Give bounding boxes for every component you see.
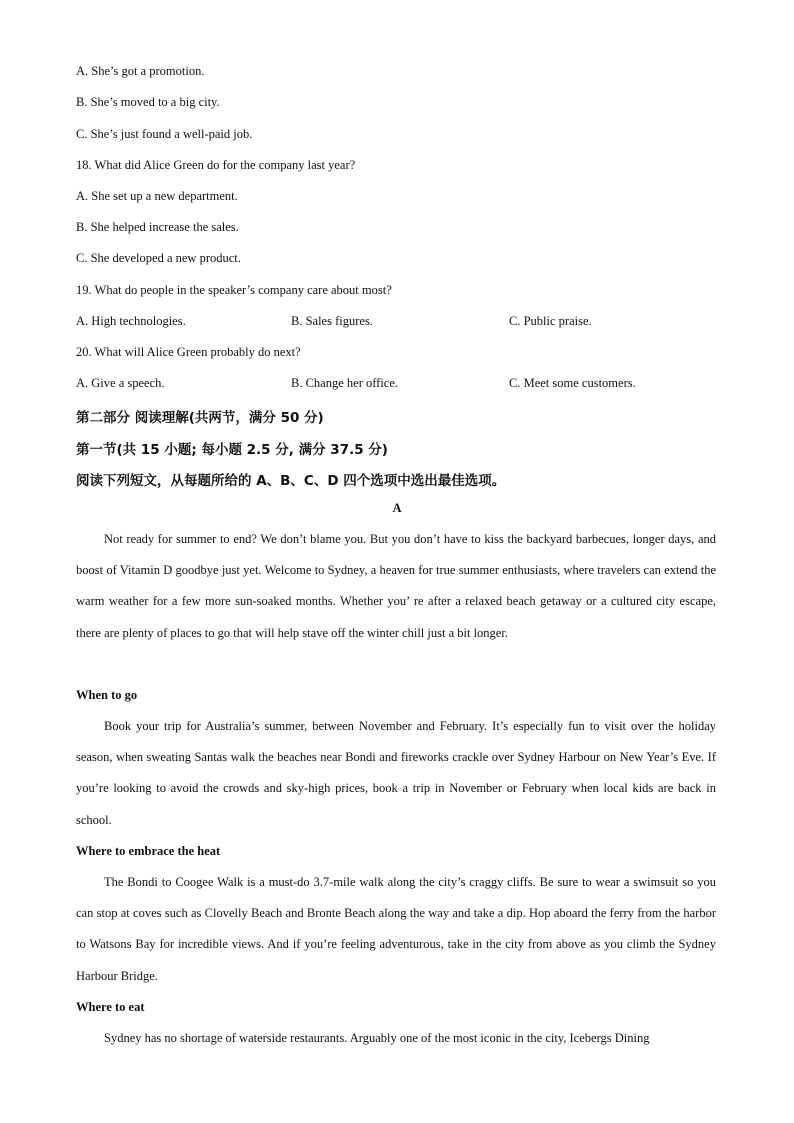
q17-option-b: B. She’s moved to a big city. [76, 95, 220, 109]
heat-paragraph [76, 867, 716, 992]
q19-option-b: B. Sales figures. [291, 314, 373, 328]
intro-text: Not ready for summer to end? We don’t blame you. But you don’t have to kiss the backyard barbecues, longer days, and boost of Vitamin D goodbye just yet. Welcome to Sydney, a heaven for true summer enthusiasts, where travelers can extend the warm weather for a few more sun-soaked months. Whether you’ re after a relaxed beach getaway or a cultured city escape, there are plenty of places to go that will help stave off the winter chill just a bit longer. [76, 532, 716, 640]
heat-heading: Where to embrace the heat [76, 844, 221, 858]
when-to-go-heading: When to go [76, 688, 138, 702]
q19-question: 19. What do people in the speaker’s company care about most? [76, 283, 392, 297]
where-to-eat-heading: Where to eat [76, 1000, 145, 1014]
q18-option-c: C. She developed a new product. [76, 251, 241, 265]
q20-question: 20. What will Alice Green probably do next? [76, 345, 301, 359]
q18-question: 18. What did Alice Green do for the company last year? [76, 158, 356, 172]
q20-option-b: B. Change her office. [291, 376, 399, 390]
passage-label: A [392, 501, 402, 515]
q20-option-c: C. Meet some customers. [509, 376, 636, 390]
q17-option-a: A. She’s got a promotion. [76, 64, 205, 78]
eat-text: Sydney has no shortage of waterside restaurants. Arguably one of the most iconic in the city, Icebergs Dining [104, 1031, 650, 1045]
q19-option-a: A. High technologies. [76, 314, 186, 328]
part2-heading: 第二部分 阅读理解(共两节，满分 50 分) [76, 410, 324, 426]
passage-intro-paragraph [76, 524, 716, 649]
section1-heading: 第一节(共 15 小题; 每小题 2.5 分, 满分 37.5 分) [76, 442, 388, 458]
q18-option-a: A. She set up a new department. [76, 189, 238, 203]
q18-option-b: B. She helped increase the sales. [76, 220, 239, 234]
eat-paragraph [76, 1023, 716, 1054]
when-to-go-paragraph [76, 711, 716, 836]
q19-option-c: C. Public praise. [509, 314, 592, 328]
q17-option-c: C. She’s just found a well-paid job. [76, 127, 253, 141]
instruction: 阅读下列短文，从每题所给的 A、B、C、D 四个选项中选出最佳选项。 [76, 473, 506, 489]
heat-text: The Bondi to Coogee Walk is a must-do 3.7-mile walk along the city’s craggy cliffs. Be sure to wear a swimsuit so you can stop at coves such as Clovelly Beach and Bronte Beach along the way and take a dip. Hop aboard the ferry from the harbor to Watsons Bay for incredible views. And if you’re feeling adventurous, take in the city from above as you climb the Sydney Harbour Bridge. [76, 875, 716, 983]
when-text: Book your trip for Australia’s summer, between November and February. It’s especially fun to visit over the holiday season, when sweating Santas walk the beaches near Bondi and fireworks crackle over Sydney Harbour on New Year’s Eve. If you’re looking to avoid the crowds and sky-high prices, book a trip in November or February when local kids are back in school. [76, 719, 716, 827]
q20-option-a: A. Give a speech. [76, 376, 165, 390]
